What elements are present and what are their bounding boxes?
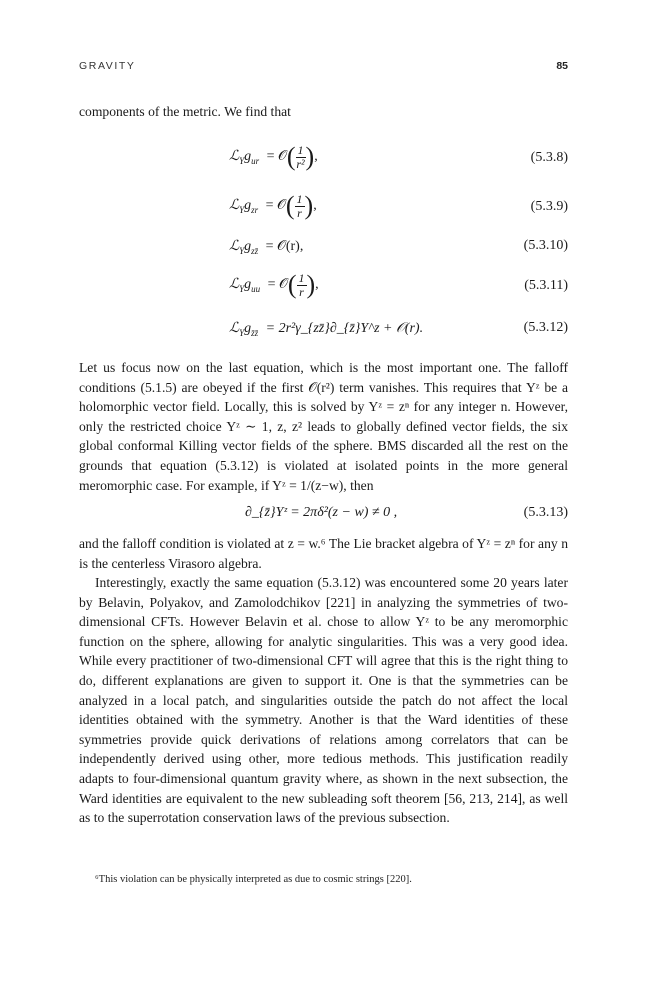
paragraph-1: Let us focus now on the last equation, which is the most important one. The falloff conditions (5.1.5) are obeyed if the first 𝒪(r²) term vanishes. This requires that Yᶻ be a holomorphic vector field. Locally, this is solved by Yᶻ = zⁿ for any integer n. However, only the restricted choice Yᶻ ∼ 1, z, z² leads to globally defined vector fields, the six global conformal Killing vector fields of the sphere. BMS discarded all the rest on the grounds that equation (5.3.12) is violated at isolated points in the more general meromorphic case. For example, if Yᶻ = 1/(z−w), then [79, 360, 568, 493]
page-header [79, 60, 568, 76]
equation-5-3-13 [79, 505, 568, 529]
equation-number: (5.3.13) [523, 505, 568, 520]
equation-body: $ℒ_Yg_{zz̄}$ = 𝒪(r), [229, 239, 304, 256]
equation-body: ∂_{z̄}Yᶻ = 2πδ²(z − w) ≠ 0 , [245, 505, 398, 520]
paragraph-3: Interestingly, exactly the same equation (5.3.12) was encountered some 20 years later by Belavin, Polyakov, and Zamolodchikov [221] in analyzing the symmetries of two-dimensional CFTs. However Belavin et al. chose to allow Yᶻ to be any meromorphic function on the sphere, allowing for analytic singularities. This was a very good idea. While every practitioner of two-dimensional CFT will agree that this is the right thing to do, different explanations are given to support it. One is that the symmetries can be analyzed in a local patch, and singularities outside the patch do not affect the local identities obtained with the symmetry. Another is that the Ward identities of these symmetries provide quick derivations of relations among correlators that can be independently derived using other, more tedious methods. This justification readily adapts to four-dimensional quantum gravity where, as shown in the next subsection, the Ward identities are equivalent to the new subleading soft theorem [56, 213, 214], as well as to the superrotation conservation laws of the previous subsection. [79, 575, 568, 826]
paragraph-2: and the falloff condition is violated at z = w.⁶ The Lie bracket algebra of Yᶻ = zⁿ for any n is the centerless Virasoro algebra. [79, 536, 568, 571]
equation-5-3-11 [79, 268, 568, 308]
equation-5-3-8 [79, 140, 568, 180]
equation-body: $ℒ_Yg_{uu}$ = 𝒪( $\frac{1}{r}$ ), [229, 270, 319, 299]
equation-5-3-12 [79, 320, 568, 344]
equation-number: (5.3.9) [530, 199, 568, 214]
running-head: GRAVITY [79, 60, 136, 72]
equation-number: (5.3.12) [523, 320, 568, 335]
equation-number: (5.3.11) [524, 278, 568, 293]
equation-number: (5.3.10) [523, 238, 568, 253]
equation-body: $ℒ_Yg_{zr}$ = 𝒪( $\frac{1}{r}$ ), [229, 191, 317, 220]
equation-5-3-10 [79, 238, 568, 262]
footnote: ⁶This violation can be physically interpreted as due to cosmic strings [220]. [95, 874, 412, 885]
equation-body: $ℒ_Yg_{z̄z̄}$ = 2r²γ_{zz̄}∂_{z̄}Y^z + 𝒪(r). [229, 321, 424, 338]
page-number: 85 [556, 60, 568, 72]
equation-number: (5.3.8) [530, 150, 568, 165]
equation-body: $ℒ_Yg_{ur}$ = 𝒪( $\frac{1}{\text{r²}}$ ), [229, 142, 318, 171]
equation-5-3-9 [79, 189, 568, 229]
intro-text: components of the metric. We find that [79, 104, 291, 119]
